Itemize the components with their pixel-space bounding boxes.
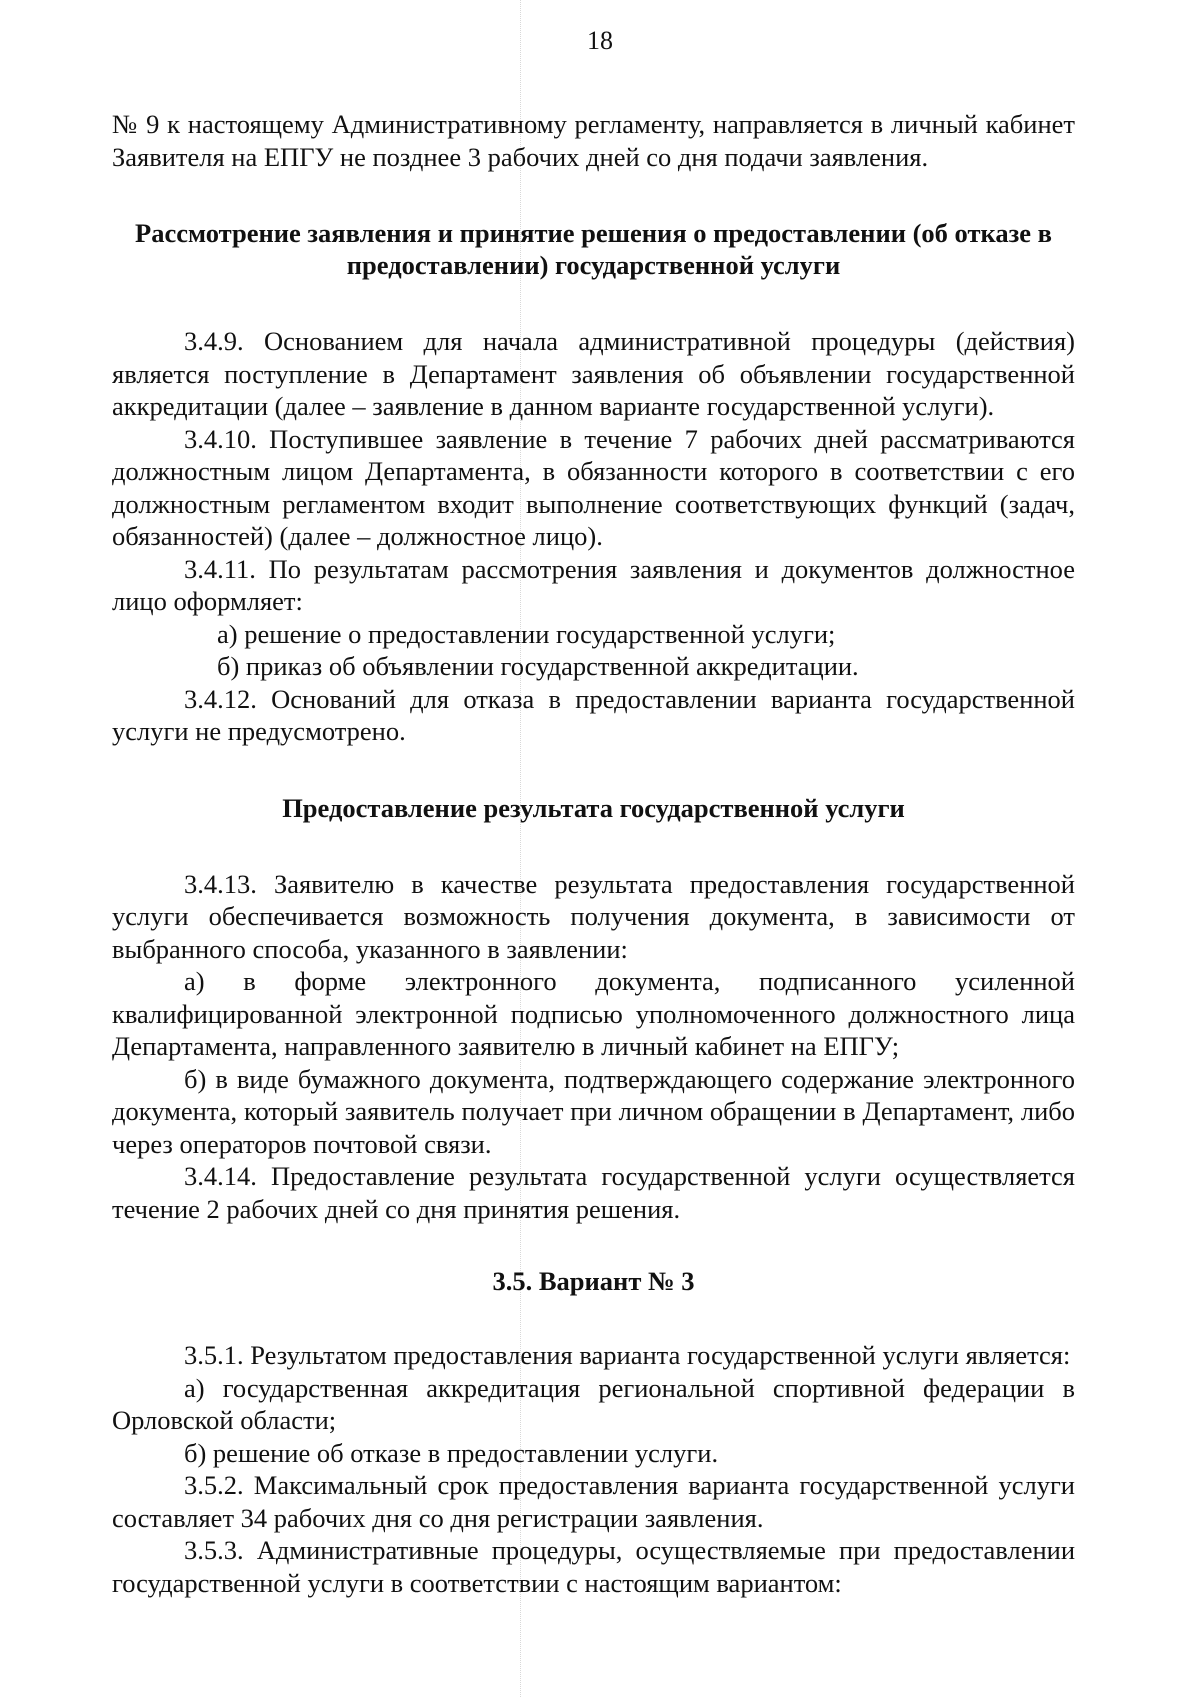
- list-item-a: а) государственная аккредитация региональной спортивной федерации в Орловской области;: [112, 1372, 1075, 1435]
- section-heading-variant-3: 3.5. Вариант № 3: [492, 1266, 695, 1296]
- intro-paragraph: № 9 к настоящему Административному регламенту, направляется в личный кабинет Заявителя на ЕПГУ не позднее 3 рабочих дней со дня подачи заявления.: [112, 109, 1075, 172]
- list-item-b: б) приказ об объявлении государственной аккредитации.: [217, 651, 859, 681]
- list-item-a: а) решение о предоставлении государственной услуги;: [217, 618, 836, 649]
- section-heading-review: Рассмотрение заявления и принятие решения о предоставлении (об отказе в предоставлении) государственной услуги: [135, 218, 1052, 280]
- paragraph-3-5-2: 3.5.2. Максимальный срок предоставления варианта государственной услуги составляет 34 рабочих дня со дня регистрации заявления.: [112, 1470, 1075, 1533]
- list-item-b: б) решение об отказе в предоставлении услуги.: [184, 1437, 719, 1468]
- paragraph-3-4-12: 3.4.12. Оснований для отказа в предоставлении варианта государственной услуги не предусмотрено.: [112, 683, 1075, 746]
- section-heading-result: Предоставление результата государственной услуги: [282, 792, 905, 823]
- paragraph-3-4-10: 3.4.10. Поступившее заявление в течение 7 рабочих дней рассматриваются должностным лицом Департамента, в обязанности которого в соответствии с его должностным регламентом входит выполнение соответствующих функций (задач, обязанностей) (далее – должностное лицо).: [112, 423, 1075, 551]
- list-item-b: б) в виде бумажного документа, подтверждающего содержание электронного документа, который заявитель получает при личном обращении в Департамент, либо через операторов почтовой связи.: [112, 1063, 1075, 1159]
- paragraph-3-5-3: 3.5.3. Административные процедуры, осуществляемые при предоставлении государственной услуги в соответствии с настоящим вариантом:: [112, 1535, 1075, 1598]
- list-item-a: а) в форме электронного документа, подписанного усиленной квалифицированной электронной подписью уполномоченного должностного лица Департамента, направленного заявителю в личный кабинет на ЕПГУ;: [112, 966, 1075, 1061]
- page-number: 18: [587, 26, 613, 55]
- paragraph-3-4-13: 3.4.13. Заявителю в качестве результата предоставления государственной услуги обеспечивается возможность получения документа, в зависимости от выбранного способа, указанного в заявлении:: [112, 868, 1075, 964]
- paragraph-3-4-14: 3.4.14. Предоставление результата государственной услуги осуществляется течение 2 рабочих дней со дня принятия решения.: [112, 1161, 1075, 1224]
- page-content: [112, 108, 1075, 1599]
- paragraph-3-4-11: 3.4.11. По результатам рассмотрения заявления и документов должностное лицо оформляет:: [112, 553, 1075, 616]
- paragraph-3-5-1: 3.5.1. Результатом предоставления варианта государственной услуги является:: [184, 1340, 1071, 1370]
- paragraph-3-4-9: 3.4.9. Основанием для начала административной процедуры (действия) является поступление в Департамент заявления об объявлении государственной аккредитации (далее – заявление в данном варианте государственной услуги).: [112, 326, 1075, 421]
